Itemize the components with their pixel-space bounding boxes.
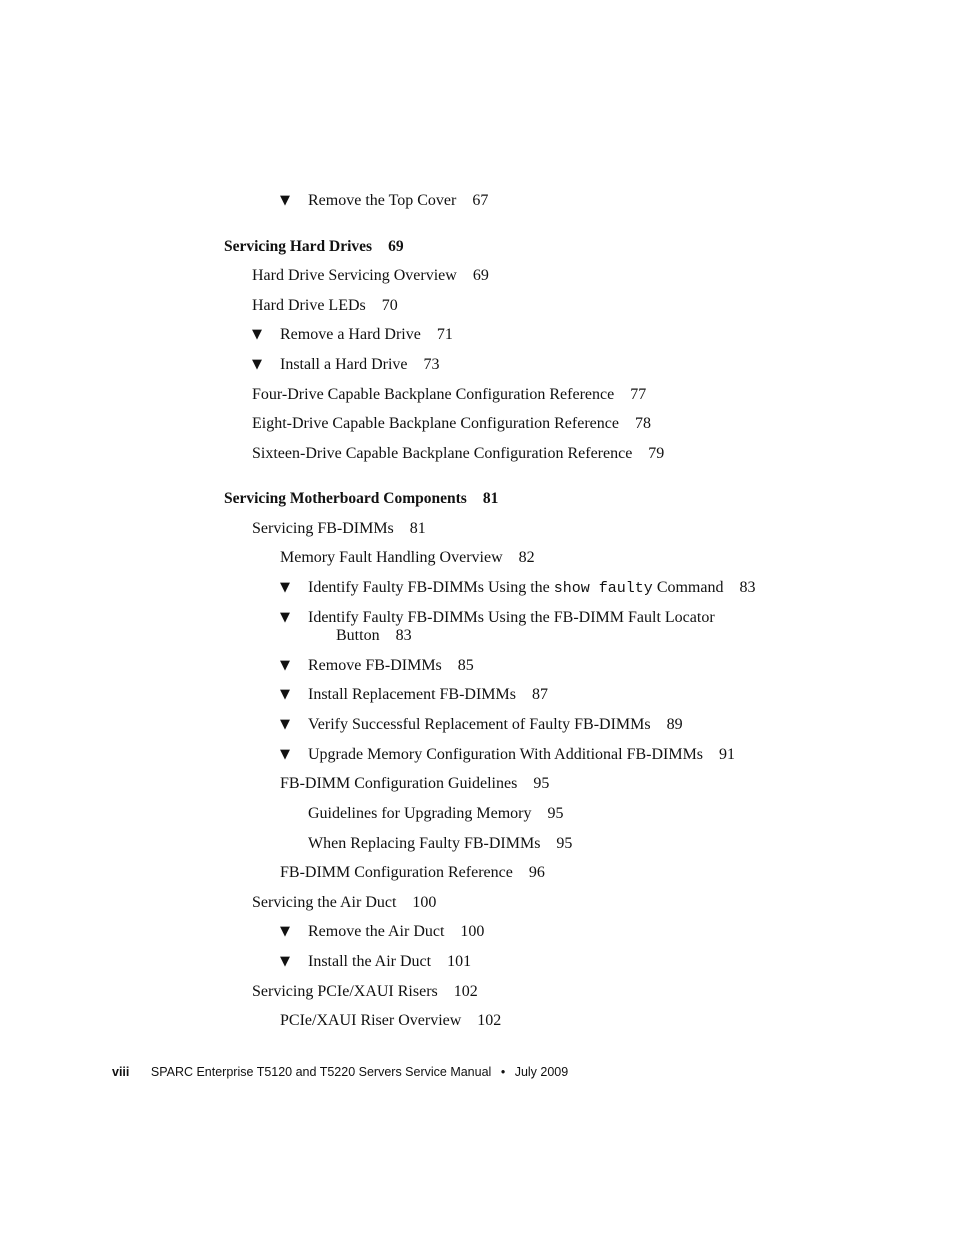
toc-entry-title: Servicing Hard Drives (224, 238, 373, 255)
toc-page-number: 78 (634, 415, 651, 432)
toc-entry-title: Remove the Air Duct (308, 923, 445, 940)
toc-entry[interactable] (308, 686, 548, 704)
toc-entry-title: Remove the Top Cover (308, 192, 457, 209)
toc-entry-title: Identify Faulty FB-DIMMs Using the (308, 579, 550, 596)
toc-page-number: 95 (556, 835, 573, 852)
toc-entry-title: When Replacing Faulty FB-DIMMs (308, 835, 541, 852)
toc-page-number: 85 (457, 657, 474, 674)
procedure-marker-icon: ▼ (280, 717, 290, 732)
toc-entry[interactable] (280, 356, 440, 374)
procedure-marker-icon: ▼ (252, 327, 262, 342)
toc-section-heading[interactable] (224, 238, 404, 256)
toc-entry[interactable] (252, 415, 651, 433)
toc-page-number: 87 (531, 686, 548, 703)
procedure-marker-icon: ▼ (280, 658, 290, 673)
toc-entry[interactable] (280, 775, 549, 793)
procedure-marker-icon: ▼ (280, 193, 290, 208)
toc-section-heading[interactable] (224, 490, 498, 508)
page-footer (112, 1064, 568, 1080)
toc-entry-title: Guidelines for Upgrading Memory (308, 805, 532, 822)
procedure-marker-icon: ▼ (280, 687, 290, 702)
toc-entry-title: Hard Drive Servicing Overview (252, 267, 457, 284)
toc-entry[interactable] (308, 805, 564, 823)
toc-entry-title: Install the Air Duct (308, 953, 432, 970)
toc-entry[interactable] (252, 267, 489, 285)
toc-page-number: 69 (472, 267, 489, 284)
toc-page-number: 102 (477, 1012, 502, 1029)
toc-page-number: 89 (666, 716, 683, 733)
toc-entry-title: Servicing Motherboard Components (224, 490, 467, 507)
toc-page-number: 95 (533, 775, 550, 792)
footer-title: SPARC Enterprise T5120 and T5220 Servers Service Manual (150, 1065, 492, 1079)
toc-entry-title: Upgrade Memory Configuration With Additional FB-DIMMs (308, 746, 704, 763)
toc-entry[interactable] (308, 609, 715, 627)
toc-page-number: 70 (381, 297, 398, 314)
toc-entry-title: Eight-Drive Capable Backplane Configuration Reference (252, 415, 619, 432)
toc-entry[interactable] (308, 746, 735, 764)
toc-entry-title-cont: Button (336, 627, 380, 644)
toc-entry-title-suffix: Command (656, 579, 724, 596)
toc-entry[interactable] (308, 953, 471, 971)
toc-entry-title: Hard Drive LEDs (252, 297, 366, 314)
toc-entry-title: Four-Drive Capable Backplane Configuration Reference (252, 386, 615, 403)
toc-page-number: 69 (388, 238, 404, 255)
footer-date: July 2009 (514, 1065, 569, 1079)
toc-page-number: 81 (409, 520, 426, 537)
toc-entry[interactable] (252, 520, 426, 538)
toc-entry[interactable] (280, 549, 535, 567)
toc-entry-title: Sixteen-Drive Capable Backplane Configuration Reference (252, 445, 633, 462)
toc-entry-code: show faulty (553, 580, 653, 597)
toc-entry[interactable] (308, 192, 488, 210)
toc-entry-title: Memory Fault Handling Overview (280, 549, 503, 566)
procedure-marker-icon: ▼ (280, 747, 290, 762)
toc-entry-title: Remove a Hard Drive (280, 326, 421, 343)
toc-entry[interactable] (252, 983, 478, 1001)
toc-entry[interactable] (252, 445, 664, 463)
toc-page-number: 101 (447, 953, 472, 970)
toc-page-number: 67 (472, 192, 489, 209)
procedure-marker-icon: ▼ (280, 610, 290, 625)
toc-page-number: 77 (630, 386, 647, 403)
footer-page-number: viii (112, 1065, 130, 1079)
procedure-marker-icon: ▼ (280, 580, 290, 595)
toc-entry[interactable] (252, 297, 398, 315)
toc-entry-title: Verify Successful Replacement of Faulty FB-DIMMs (308, 716, 651, 733)
toc-page-number: 95 (547, 805, 564, 822)
toc-entry-title: Identify Faulty FB-DIMMs Using the FB-DIMM Fault Locator (308, 609, 715, 626)
toc-entry[interactable] (308, 657, 474, 675)
procedure-marker-icon: ▼ (252, 357, 262, 372)
toc-entry[interactable] (280, 864, 545, 882)
toc-entry[interactable] (252, 894, 436, 912)
toc-entry-title: Servicing PCIe/XAUI Risers (252, 983, 438, 1000)
toc-entry-title: Servicing the Air Duct (252, 894, 397, 911)
toc-entry[interactable] (280, 326, 453, 344)
toc-entry[interactable] (280, 1012, 501, 1030)
toc-entry-title: PCIe/XAUI Riser Overview (280, 1012, 462, 1029)
toc-page-number: 82 (518, 549, 535, 566)
toc-page-number: 83 (739, 579, 756, 596)
toc-entry-title: Servicing FB-DIMMs (252, 520, 394, 537)
toc-entry[interactable] (308, 835, 572, 853)
toc-entry-title: Install a Hard Drive (280, 356, 408, 373)
toc-entry-continuation[interactable] (336, 627, 412, 645)
procedure-marker-icon: ▼ (280, 954, 290, 969)
toc-entry-title: Remove FB-DIMMs (308, 657, 442, 674)
procedure-marker-icon: ▼ (280, 924, 290, 939)
toc-page-number: 71 (436, 326, 453, 343)
toc-page-number: 100 (412, 894, 437, 911)
toc-entry[interactable] (308, 716, 683, 734)
toc-page-number: 96 (528, 864, 545, 881)
toc-page-number: 79 (648, 445, 665, 462)
toc-page-number: 100 (460, 923, 485, 940)
toc-page-number: 73 (423, 356, 440, 373)
toc-page-number: 81 (482, 490, 499, 507)
toc-page-number: 91 (719, 746, 736, 763)
toc-entry[interactable] (252, 386, 646, 404)
toc-entry-title: FB-DIMM Configuration Reference (280, 864, 513, 881)
toc-page-number: 102 (453, 983, 478, 1000)
toc-entry[interactable] (308, 923, 484, 941)
toc-page-number: 83 (395, 627, 412, 644)
toc-entry-title: Install Replacement FB-DIMMs (308, 686, 516, 703)
toc-entry[interactable] (308, 579, 755, 598)
footer-bullet: • (500, 1065, 506, 1079)
toc-entry-title: FB-DIMM Configuration Guidelines (280, 775, 518, 792)
